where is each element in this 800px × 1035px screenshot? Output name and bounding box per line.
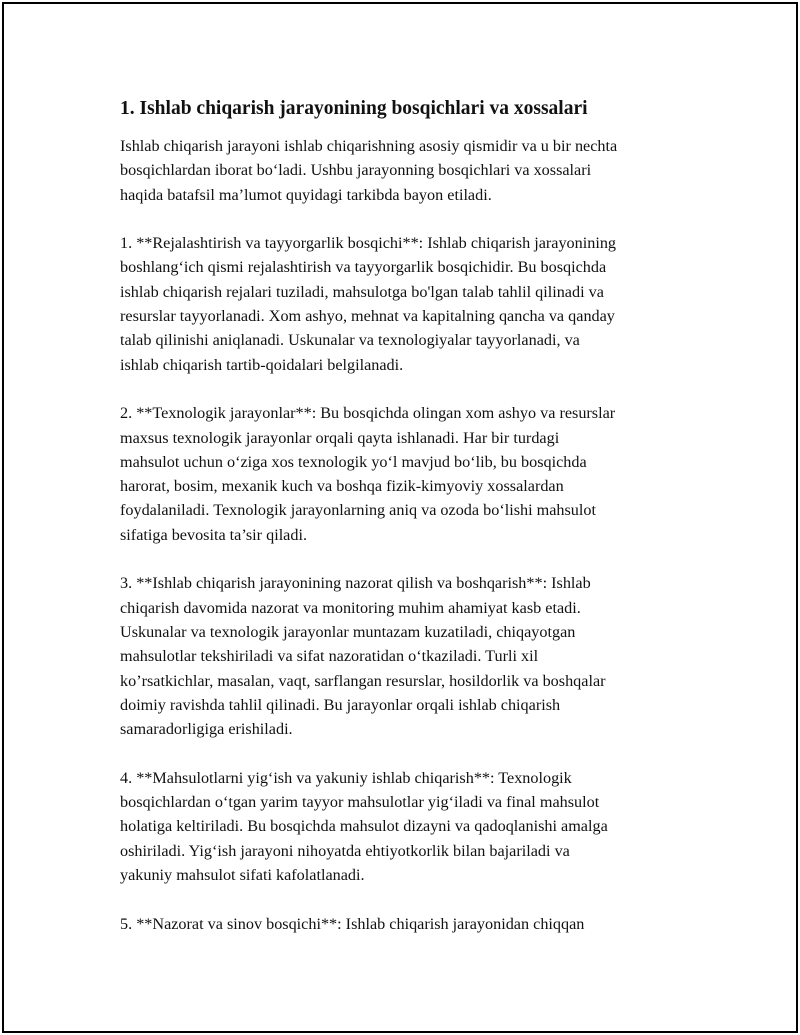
text-line: 5. **Nazorat va sinov bosqichi**: Ishlab chiqarish jarayonidan chiqqan — [120, 914, 585, 933]
section-5-paragraph — [120, 912, 700, 936]
text-line: boshlang‘ich qismi rejalashtirish va tayyorgarlik bosqichidir. Bu bosqichda — [120, 258, 607, 277]
text-line: Uskunalar va texnologik jarayonlar muntazam kuzatiladi, chiqayotgan — [120, 622, 576, 641]
document-page — [2, 2, 798, 1033]
text-line: ko’rsatkichlar, masalan, vaqt, sarflangan resurslar, hosildorlik va boshqalar — [120, 671, 606, 690]
text-line: 2. **Texnologik jarayonlar**: Bu bosqichda olingan xom ashyo va resurslar — [120, 404, 616, 423]
paragraph-spacer — [120, 547, 700, 571]
section-2-paragraph — [120, 401, 700, 547]
text-line: samaradorligiga erishiladi. — [120, 720, 293, 739]
text-line: harorat, bosim, mexanik kuch va boshqa fizik-kimyoviy xossalardan — [120, 477, 564, 496]
intro-paragraph — [120, 134, 700, 207]
document-title: 1. Ishlab chiqarish jarayonining bosqichlari va xossalari — [120, 98, 588, 119]
text-line: bosqichlardan iborat bo‘ladi. Ushbu jarayonning bosqichlari va xossalari — [120, 161, 592, 180]
text-line: mahsulotlar tekshiriladi va sifat nazoratidan o‘tkaziladi. Turli xil — [120, 647, 539, 666]
text-line: resurslar tayyorlanadi. Xom ashyo, mehnat va kapitalning qancha va qanday — [120, 307, 615, 326]
text-line: bosqichlardan o‘tgan yarim tayyor mahsulotlar yig‘iladi va final mahsulot — [120, 793, 600, 812]
section-1-paragraph — [120, 231, 700, 377]
text-line: yakuniy mahsulot sifati kafolatlanadi. — [120, 865, 365, 884]
paragraph-spacer — [120, 741, 700, 765]
section-4-paragraph — [120, 766, 700, 887]
text-line: Ishlab chiqarish jarayoni ishlab chiqarishning asosiy qismidir va u bir nechta — [120, 137, 618, 155]
text-line: oshiriladi. Yig‘ish jarayoni nihoyatda ehtiyotkorlik bilan bajariladi va — [120, 841, 570, 860]
paragraph-spacer — [120, 887, 700, 911]
text-line: sifatiga bevosita ta’sir qiladi. — [120, 525, 308, 544]
text-line: mahsulot uchun o‘ziga xos texnologik yo‘l mavjud bo‘lib, bu bosqichda — [120, 452, 587, 471]
text-line: chiqarish davomida nazorat va monitoring muhim ahamiyat kasb etadi. — [120, 598, 581, 617]
text-line: 4. **Mahsulotlarni yig‘ish va yakuniy ishlab chiqarish**: Texnologik — [120, 768, 572, 787]
text-line: ishlab chiqarish rejalari tuziladi, mahsulotga bo'lgan talab tahlil qilinadi va — [120, 282, 604, 301]
document-body — [120, 94, 700, 936]
section-3-paragraph — [120, 571, 700, 741]
paragraph-spacer — [120, 207, 700, 231]
text-line: 3. **Ishlab chiqarish jarayonining nazorat qilish va boshqarish**: Ishlab — [120, 574, 591, 593]
text-line: holatiga keltiriladi. Bu bosqichda mahsulot dizayni va qadoqlanishi amalga — [120, 817, 608, 836]
text-line: ishlab chiqarish tartib-qoidalari belgilanadi. — [120, 355, 404, 374]
text-line: haqida batafsil ma’lumot quyidagi tarkibda bayon etiladi. — [120, 185, 492, 204]
text-line: foydalaniladi. Texnologik jarayonlarning aniq va ozoda bo‘lishi mahsulot — [120, 501, 596, 520]
text-line: 1. **Rejalashtirish va tayyorgarlik bosqichi**: Ishlab chiqarish jarayonining — [120, 234, 617, 253]
text-line: talab qilinishi aniqlanadi. Uskunalar va texnologiyalar tayyorlanadi, va — [120, 331, 580, 350]
text-line: maxsus texnologik jarayonlar orqali qayta ishlanadi. Har bir turdagi — [120, 428, 560, 447]
paragraph-spacer — [120, 377, 700, 401]
text-line: doimiy ravishda tahlil qilinadi. Bu jarayonlar orqali ishlab chiqarish — [120, 695, 561, 714]
